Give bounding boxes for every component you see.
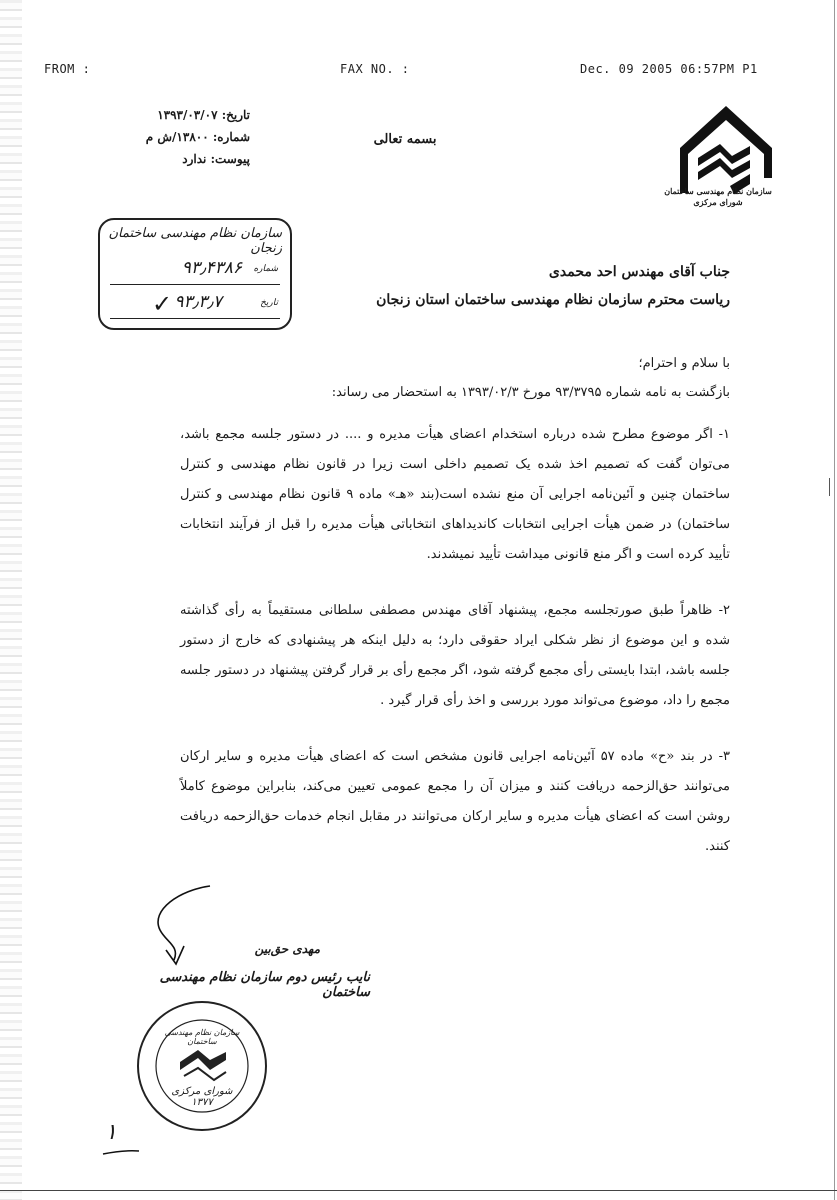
stamp-divider: [110, 318, 280, 319]
stamp-divider: [110, 284, 280, 285]
seal-year: ۱۳۷۷: [191, 1097, 213, 1108]
stamp-org-name: سازمان نظام مهندسی ساختمان زنجان: [108, 226, 282, 256]
recipient-title: ریاست محترم سازمان نظام مهندسی ساختمان استان زنجان: [376, 292, 730, 308]
page-edge-right: [834, 0, 835, 1200]
letter-attachment: پیوست: ندارد: [182, 152, 250, 166]
handwritten-signature-icon: [140, 880, 260, 970]
official-seal-icon: [132, 996, 272, 1136]
seal-inner-text: [150, 1086, 254, 1108]
page-number-mark: [95, 1118, 145, 1168]
fax-from: FROM :: [44, 62, 91, 76]
recipient-block: [330, 258, 730, 314]
logo-council: شورای مرکزی: [693, 197, 743, 207]
paragraph-1: ۱- اگر موضوع مطرح شده درباره استخدام اعضای هیأت مدیره و .... در دستور جلسه مجمع باشد، می‌توان گفت که تصمیم اخذ شده یک تصمیم داخلی است زیرا در قانون نظام مهندسی و کنترل ساختمان چنین و آئین‌نامه اجرایی آن منع نشده است(بند «هـ» ماده ۹ قانون نظام مهندسی و کنترل ساختمان) در ضمن هیأت اجرایی انتخابات کاندیداهای انتخاباتی هیأت مدیره را قبل از فرآیند انتخابات تأیید کرده است و اگر منع قانونی میداشت تأیید نمیشدند.: [180, 427, 730, 562]
seal-ring-text: سازمان نظام مهندسی ساختمان: [164, 1028, 240, 1046]
logo-caption: [658, 186, 778, 208]
seal-text: [150, 1028, 254, 1046]
letter-date: تاریخ: ۱۳۹۳/۰۳/۰۷: [157, 108, 250, 122]
page-number: ۱: [105, 1120, 117, 1145]
fax-datetime: Dec. 09 2005 06:57PM P1: [580, 62, 758, 76]
intro-line: بازگشت به نامه شماره ۹۳/۳۷۹۵ مورخ ۱۳۹۳/۰۲/۳ به استحضار می رساند:: [331, 385, 730, 400]
stamp-date: [108, 292, 282, 312]
stamp-number-value: ۹۳٫۴۳۸۶: [181, 258, 242, 278]
seal-council: شورای مرکزی: [171, 1086, 233, 1097]
stamp-date-label: تاریخ: [260, 298, 278, 308]
check-mark-icon: ✓: [152, 290, 173, 318]
letter-meta: [90, 104, 250, 170]
recipient-name: جناب آقای مهندس احد محمدی: [548, 264, 730, 280]
underline-stroke-icon: [95, 1118, 145, 1168]
scan-mark: [829, 478, 830, 496]
stamp-number: [108, 258, 282, 278]
logo-org-name: سازمان نظام مهندسی ساختمان: [664, 186, 772, 196]
paragraph-3: ۳- در بند «ح» ماده ۵۷ آئین‌نامه اجرایی قانون مشخص است که اعضای هیأت مدیره و سایر ارکان می‌توانند حق‌الزحمه دریافت کنند و میزان آن را مجمع عمومی تعیین می‌کند، بنابراین موضوع کاملاً روشن است که اعضای هیأت مدیره و سایر ارکان می‌توانند در مقابل انجام خدمات حق‌الزحمه دریافت کنند.: [180, 749, 730, 854]
stamp-number-label: شماره: [253, 264, 278, 274]
signer-title: نایب رئیس دوم سازمان نظام مهندسی ساختمان: [159, 970, 370, 1000]
stamp-date-value: ۹۳٫۳٫۷: [174, 292, 222, 312]
paragraph-2: ۲- ظاهراً طبق صورتجلسه مجمع، پیشنهاد آقای مهندس مصطفی سلطانی مستقیماً به رأی گذاشته شده و این موضوع از نظر شکلی ایراد حقوقی دارد؛ به دلیل اینکه هر پیشنهادی که خارج از دستور جلسه باشد، ابتدا بایستی رأی مجمع گرفته شود، اگر مجمع رأی بر قرار گرفتن پیشنهاد در دستور جلسه مجمع را داد، موضوع می‌تواند مورد بررسی و اخذ رأی قرار گیرد .: [180, 603, 731, 708]
signer-name: مهدی حق‌بین: [254, 942, 320, 956]
received-stamp: [98, 218, 292, 330]
page-edge-bottom: [0, 1190, 837, 1191]
letter-number: شماره: ۱۳۸۰۰/ش م: [145, 130, 250, 144]
invocation: بسمه تعالی: [373, 132, 437, 147]
fax-number: FAX NO. :: [340, 62, 410, 76]
salutation: با سلام و احترام؛: [638, 356, 730, 371]
scan-edge-noise: [0, 0, 22, 1200]
